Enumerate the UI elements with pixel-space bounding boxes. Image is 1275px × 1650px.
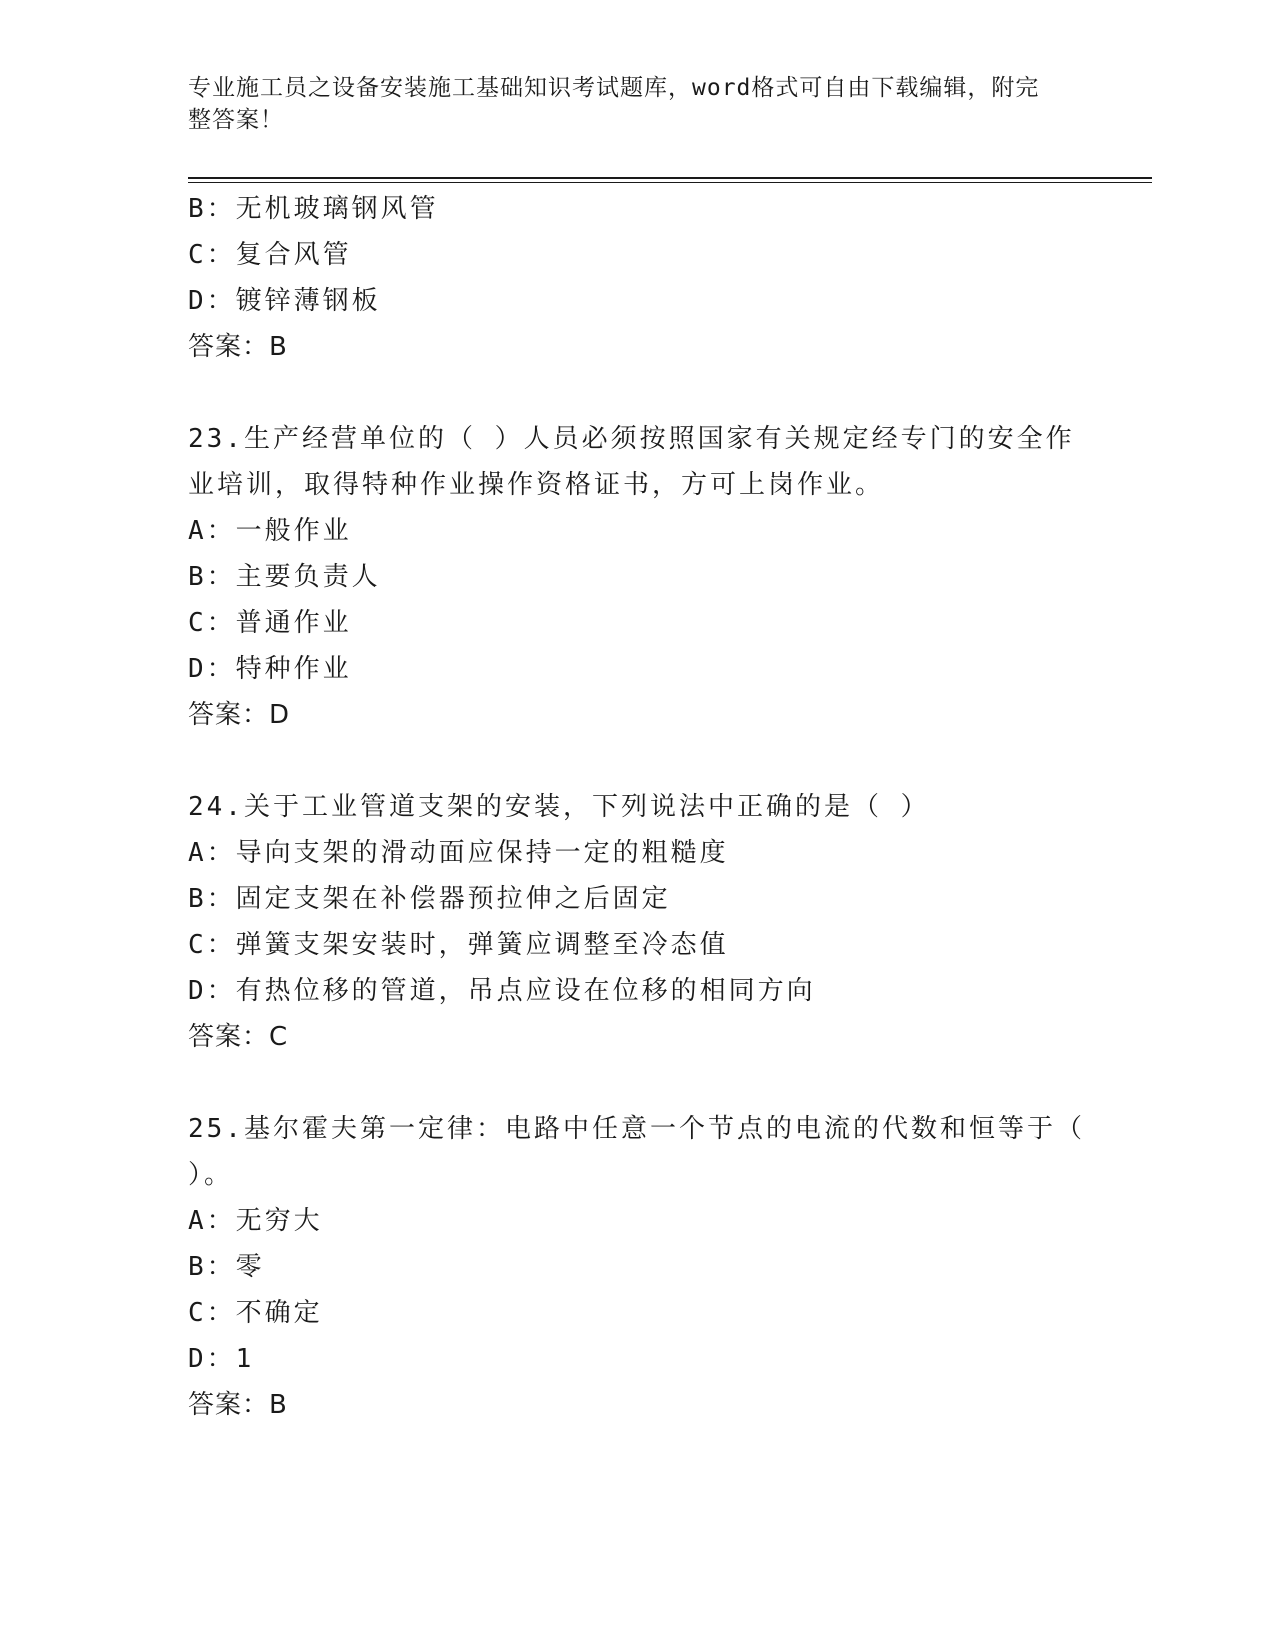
option-b: B：无机玻璃钢风管 xyxy=(188,194,439,224)
spacer xyxy=(188,1060,1088,1106)
option-a: A：无穷大 xyxy=(188,1206,323,1236)
question-22 xyxy=(188,186,1088,370)
answer: 答案：C xyxy=(188,1022,289,1052)
spacer xyxy=(188,738,1088,784)
option-a: A：一般作业 xyxy=(188,516,352,546)
answer: 答案：D xyxy=(188,700,291,730)
option-b: B：零 xyxy=(188,1252,265,1282)
header-line-1: 专业施工员之设备安装施工基础知识考试题库，word格式可自由下载编辑，附完 xyxy=(188,75,1040,101)
question-stem-line-1: 25.基尔霍夫第一定律：电路中任意一个节点的电流的代数和恒等于（ xyxy=(188,1114,1085,1144)
option-d: D：有热位移的管道，吊点应设在位移的相同方向 xyxy=(188,976,816,1006)
option-c: C：弹簧支架安装时，弹簧应调整至冷态值 xyxy=(188,930,729,960)
question-23 xyxy=(188,416,1088,738)
question-25 xyxy=(188,1106,1088,1428)
question-stem-line-1: 24.关于工业管道支架的安装，下列说法中正确的是（ ） xyxy=(188,792,930,822)
option-d: D：特种作业 xyxy=(188,654,352,684)
document-header xyxy=(188,72,1068,136)
answer: 答案：B xyxy=(188,1390,288,1420)
option-d: D：镀锌薄钢板 xyxy=(188,286,381,316)
option-b: B：主要负责人 xyxy=(188,562,381,592)
question-24 xyxy=(188,784,1088,1060)
option-c: C：不确定 xyxy=(188,1298,323,1328)
question-stem-line-1: 23.生产经营单位的（ ）人员必须按照国家有关规定经专门的安全作 xyxy=(188,424,1075,454)
answer: 答案：B xyxy=(188,332,288,362)
question-stem-line-2: 业培训，取得特种作业操作资格证书，方可上岗作业。 xyxy=(188,470,885,500)
header-line-2: 整答案！ xyxy=(188,107,284,133)
header-divider-thin xyxy=(188,182,1152,183)
option-b: B：固定支架在补偿器预拉伸之后固定 xyxy=(188,884,671,914)
option-c: C：普通作业 xyxy=(188,608,352,638)
option-c: C：复合风管 xyxy=(188,240,352,270)
header-divider-thick xyxy=(188,177,1152,179)
option-d: D：1 xyxy=(188,1344,255,1374)
question-stem-line-2: ）。 xyxy=(188,1160,234,1190)
option-a: A：导向支架的滑动面应保持一定的粗糙度 xyxy=(188,838,729,868)
spacer xyxy=(188,370,1088,416)
question-list xyxy=(188,186,1088,1428)
